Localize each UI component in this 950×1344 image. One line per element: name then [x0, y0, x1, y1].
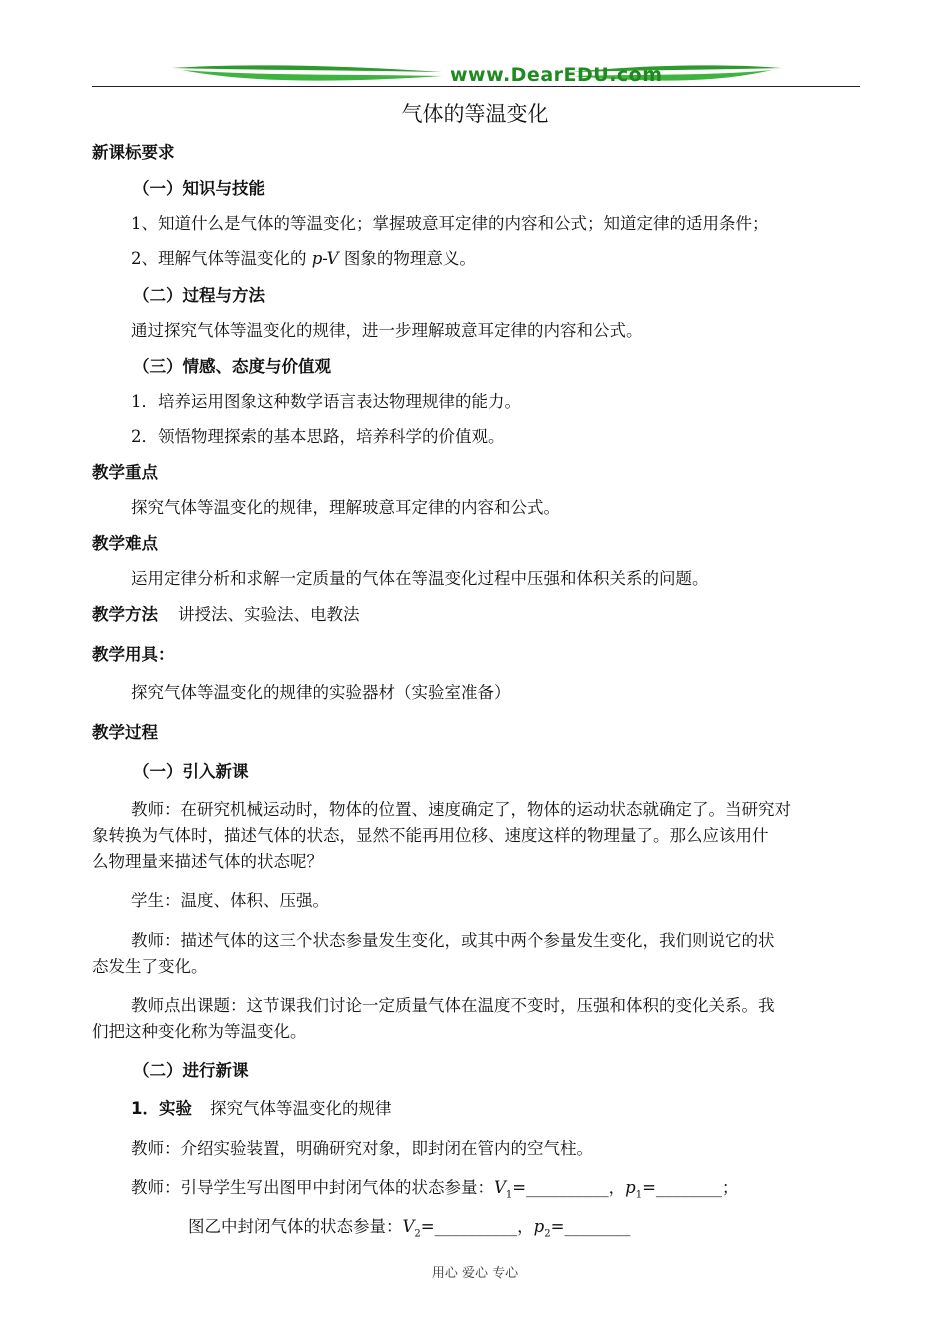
- heading-key-point: 教学重点: [92, 463, 158, 482]
- heading-procedure: 教学过程: [92, 723, 158, 742]
- subheading-intro: （一）引入新课: [133, 762, 249, 781]
- subheading-process: （二）过程与方法: [133, 286, 265, 305]
- p1-blank[interactable]: =________: [642, 1178, 722, 1197]
- teacher-state-params-2: [188, 1214, 630, 1247]
- v2-symbol: V: [402, 1217, 415, 1236]
- heading-tools: 教学用具：: [92, 645, 175, 664]
- separator-2: ，: [517, 1217, 534, 1236]
- teacher-para-3-line-1: 教师点出课题：这节课我们讨论一定质量气体在温度不变时，压强和体积的变化关系。我: [131, 996, 775, 1015]
- state-params-1-text: 教师：引导学生写出图甲中封闭气体的状态参量：: [131, 1178, 494, 1197]
- student-answer: 学生：温度、体积、压强。: [131, 891, 329, 910]
- v1-subscript: 1: [505, 1189, 513, 1201]
- header-banner: [92, 62, 860, 90]
- end-mark-1: ；: [721, 1178, 739, 1197]
- process-text: 通过探究气体等温变化的规律，进一步理解玻意耳定律的内容和公式。: [131, 321, 643, 340]
- p1-symbol: p: [625, 1178, 636, 1197]
- page-footer: 用心 爱心 专心: [431, 1266, 519, 1281]
- header-rule: [92, 86, 860, 87]
- teacher-para-3-line-2: 们把这种变化称为等温变化。: [92, 1022, 307, 1041]
- knowledge-item-1: 1、知道什么是气体的等温变化；掌握玻意耳定律的内容和公式；知道定律的适用条件；: [131, 214, 769, 233]
- subheading-knowledge: （一）知识与技能: [133, 179, 265, 198]
- teacher-intro-apparatus: 教师：介绍实验装置，明确研究对象，即封闭在管内的空气柱。: [131, 1139, 593, 1158]
- experiment-text: 探究气体等温变化的规律: [209, 1099, 392, 1118]
- emotion-item-1: 1．培养运用图象这种数学语言表达物理规律的能力。: [131, 392, 521, 411]
- experiment-label: 1．实验: [131, 1099, 192, 1118]
- method-row: [92, 602, 360, 628]
- teacher-para-1-line-1: 教师：在研究机械运动时，物体的位置、速度确定了，物体的运动状态就确定了。当研究对: [131, 800, 791, 819]
- p2-subscript: 2: [544, 1228, 551, 1240]
- v1-blank[interactable]: =__________: [512, 1178, 609, 1197]
- subheading-new-lesson: （二）进行新课: [133, 1061, 249, 1080]
- subheading-emotion: （三）情感、态度与价值观: [133, 357, 331, 376]
- v2-subscript: 2: [414, 1228, 421, 1240]
- p2-blank[interactable]: =________: [550, 1217, 631, 1236]
- v1-symbol: V: [494, 1178, 506, 1197]
- heading-difficulty: 教学难点: [92, 534, 158, 553]
- k2-post: 图象的物理意义。: [338, 249, 476, 268]
- heading-curriculum: 新课标要求: [92, 143, 175, 162]
- k2-pre: 2、理解气体等温变化的: [131, 249, 312, 268]
- difficulty-text: 运用定律分析和求解一定质量的气体在等温变化过程中压强和体积关系的问题。: [131, 569, 709, 588]
- heading-method: 教学方法: [92, 605, 158, 624]
- p2-symbol: p: [533, 1217, 545, 1236]
- state-params-2-text: 图乙中封闭气体的状态参量：: [188, 1217, 403, 1236]
- separator-1: ，: [608, 1178, 626, 1197]
- teacher-para-1-line-2: 象转换为气体时，描述气体的状态，显然不能再用位移、速度这样的物理量了。那么应该用什: [92, 826, 769, 845]
- emotion-item-2: 2．领悟物理探索的基本思路，培养科学的价值观。: [131, 427, 505, 446]
- teacher-para-2-line-1: 教师：描述气体的这三个状态参量发生变化，或其中两个参量发生变化，我们则说它的状: [131, 931, 775, 950]
- site-logo-text[interactable]: www.DearEDU.com: [450, 64, 663, 86]
- key-point-text: 探究气体等温变化的规律，理解玻意耳定律的内容和公式。: [131, 498, 560, 517]
- page-title: 气体的等温变化: [401, 102, 549, 126]
- p1-subscript: 1: [635, 1189, 643, 1201]
- pv-symbol: p-V: [311, 249, 339, 268]
- teacher-state-params-1: [131, 1175, 738, 1208]
- method-text: 讲授法、实验法、电教法: [178, 605, 360, 624]
- teacher-para-2-line-2: 态发生了变化。: [92, 957, 208, 976]
- teacher-para-1-line-3: 么物理量来描述气体的状态呢？: [92, 852, 323, 871]
- experiment-row: [131, 1096, 391, 1122]
- v2-blank[interactable]: =__________: [420, 1217, 518, 1236]
- tools-text: 探究气体等温变化的规律的实验器材（实验室准备）: [131, 683, 511, 702]
- knowledge-item-2: [131, 246, 476, 272]
